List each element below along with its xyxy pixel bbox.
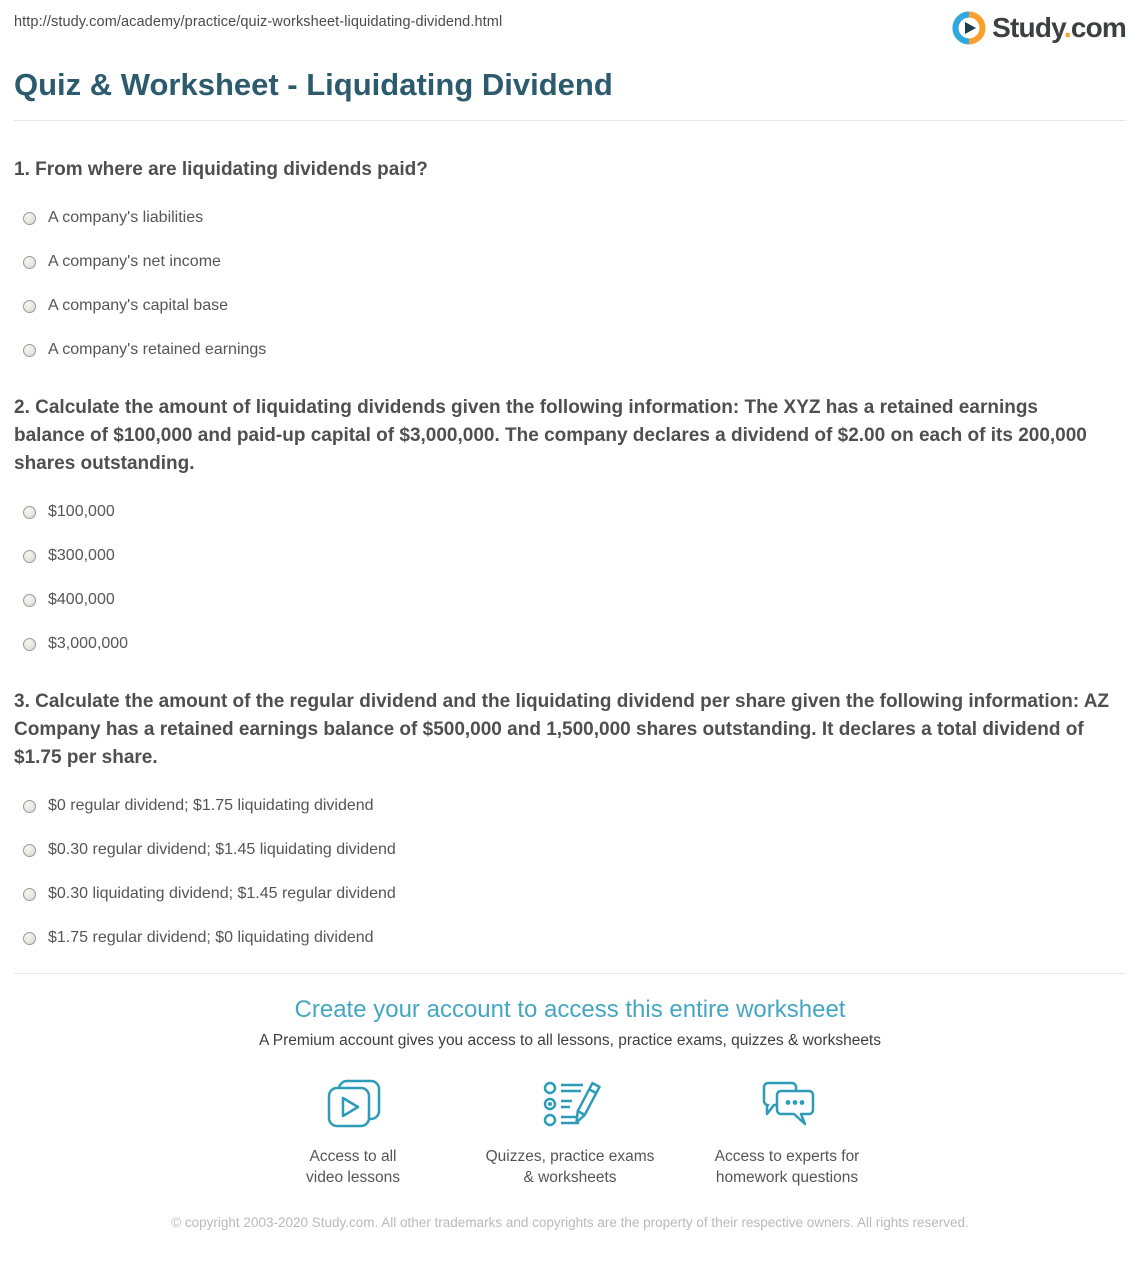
option-label[interactable]: $1.75 regular dividend; $0 liquidating dividend [48,929,374,946]
radio-button-icon[interactable] [23,300,36,313]
question-3-text: 3. Calculate the amount of the regular dividend and the liquidating dividend per share given the following information: AZ Company has a retained earnings balance of $500,000 and 1,500,000 shares outstanding. It declares a total dividend of $1.75 per share. [14,691,1110,768]
answer-option[interactable] [14,841,1126,859]
feature-expert-help [679,1078,896,1188]
quiz-body [14,156,1126,947]
answer-option[interactable] [14,297,1126,315]
cta-section [14,995,1126,1188]
answer-option[interactable] [14,253,1126,271]
option-label[interactable]: $0 regular dividend; $1.75 liquidating dividend [48,797,374,814]
copyright-text: © copyright 2003-2020 Study.com. All other trademarks and copyrights are the property of their respective owners. All rights reserved. [171,1215,969,1230]
studycom-logo[interactable] [952,11,1126,45]
question-1-options [14,209,1126,359]
logo-com: com [1070,12,1126,43]
answer-option[interactable] [14,635,1126,653]
logo-wordmark [992,11,1126,45]
answer-option[interactable] [14,929,1126,947]
page-url: http://study.com/academy/practice/quiz-worksheet-liquidating-dividend.html [14,14,503,30]
question-2 [14,394,1126,653]
quizzes-worksheets-icon [539,1078,601,1134]
radio-button-icon[interactable] [23,256,36,269]
feature-caption: Access to experts for homework questions [714,1148,860,1186]
option-label[interactable]: $0.30 regular dividend; $1.45 liquidating dividend [48,841,396,858]
option-label[interactable]: $3,000,000 [48,635,129,652]
page-title: Quiz & Worksheet - Liquidating Dividend [14,67,613,102]
option-label[interactable]: A company's net income [48,253,221,270]
title-divider [14,120,1126,121]
option-label[interactable]: $100,000 [48,503,115,520]
feature-video-lessons [245,1078,462,1188]
radio-button-icon[interactable] [23,344,36,357]
answer-option[interactable] [14,341,1126,359]
video-lessons-icon [322,1078,384,1134]
question-1-text: 1. From where are liquidating dividends paid? [14,159,428,180]
cta-heading: Create your account to access this entire worksheet [294,996,846,1023]
radio-button-icon[interactable] [23,844,36,857]
cta-subheading: A Premium account gives you access to all lessons, practice exams, quizzes & worksheets [259,1032,881,1049]
question-2-options [14,503,1126,653]
footer [14,1214,1126,1254]
feature-caption: Access to all video lessons [306,1148,400,1186]
question-1 [14,156,1126,359]
answer-option[interactable] [14,547,1126,565]
logo-study: Study [992,12,1064,43]
question-2-text: 2. Calculate the amount of liquidating dividends given the following information: The XYZ has a retained earnings balance of $100,000 and paid-up capital of $3,000,000. The company declares a dividend of $2.00 on each of its 200,000 shares outstanding. [14,397,1087,474]
feature-caption: Quizzes, practice exams & worksheets [485,1148,655,1186]
logo-dot: . [1063,12,1071,43]
play-circle-icon [952,11,986,45]
radio-button-icon[interactable] [23,888,36,901]
feature-quizzes-worksheets [462,1078,679,1188]
option-label[interactable]: A company's capital base [48,297,229,314]
radio-button-icon[interactable] [23,506,36,519]
experts-chat-icon [756,1078,818,1134]
radio-button-icon[interactable] [23,594,36,607]
feature-list [14,1078,1126,1188]
question-3-options [14,797,1126,947]
question-3 [14,688,1126,947]
option-label[interactable]: A company's liabilities [48,209,204,226]
radio-button-icon[interactable] [23,638,36,651]
cta-divider [14,973,1126,974]
answer-option[interactable] [14,503,1126,521]
radio-button-icon[interactable] [23,932,36,945]
radio-button-icon[interactable] [23,800,36,813]
radio-button-icon[interactable] [23,550,36,563]
answer-option[interactable] [14,885,1126,903]
option-label[interactable]: $300,000 [48,547,115,564]
option-label[interactable]: $400,000 [48,591,115,608]
radio-button-icon[interactable] [23,212,36,225]
option-label[interactable]: A company's retained earnings [48,341,267,358]
option-label[interactable]: $0.30 liquidating dividend; $1.45 regular dividend [48,885,396,902]
answer-option[interactable] [14,209,1126,227]
header [14,0,1126,45]
answer-option[interactable] [14,591,1126,609]
answer-option[interactable] [14,797,1126,815]
